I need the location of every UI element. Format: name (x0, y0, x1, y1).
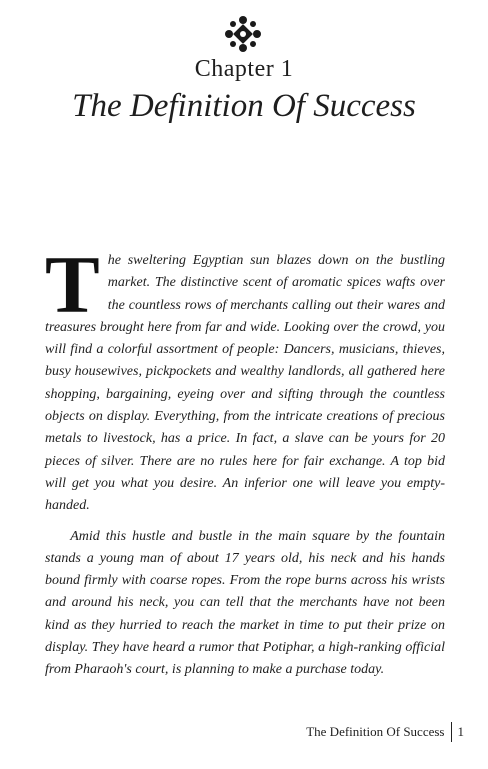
drop-cap: T (45, 239, 100, 330)
paragraph-1 (45, 239, 445, 518)
body-text (45, 239, 445, 682)
paragraph-1-text: he sweltering Egyptian sun blazes down on the bustling market. The distinctive scent of aromatic spices wafts over the countless rows of merchants calling out their wares and treasures brought here from far and wide. Looking over the crowd, you will find a colorful assortment of people: Dancers, musicians, thieves, busy housewives, pickpockets and wealthy landlords, all gathered here shopping, bargaining, eyeing over and sifting through the countless objects on display. Everything, from the intricate creations of precious metals to livestock, has a price. In fact, a slave can be yours for 20 pieces of silver. There are no rules here for fair exchange. A top bid will get you what you desire. An inferior one will leave you empty-handed. (45, 253, 445, 514)
chapter-label: Chapter 1 (194, 56, 294, 82)
page-number: 1 (457, 724, 464, 739)
fleuron-icon (223, 14, 263, 54)
paragraph-2: Amid this hustle and bustle in the main square by the fountain stands a young man of about 17 years old, his neck and his hands bound firmly with coarse ropes. From the rope burns across his wrists and around his neck, you can tell that the merchants have not been kind as they hurried to reach the market in time to put their prize on display. They have heard a rumor that Potiphar, a high-ranking official from Pharaoh's court, is planning to make a purchase today. (45, 528, 445, 678)
page-footer (306, 722, 464, 742)
running-title: The Definition Of Success (306, 724, 445, 739)
chapter-title: The Definition Of Success (72, 88, 416, 124)
footer-divider (451, 722, 452, 742)
